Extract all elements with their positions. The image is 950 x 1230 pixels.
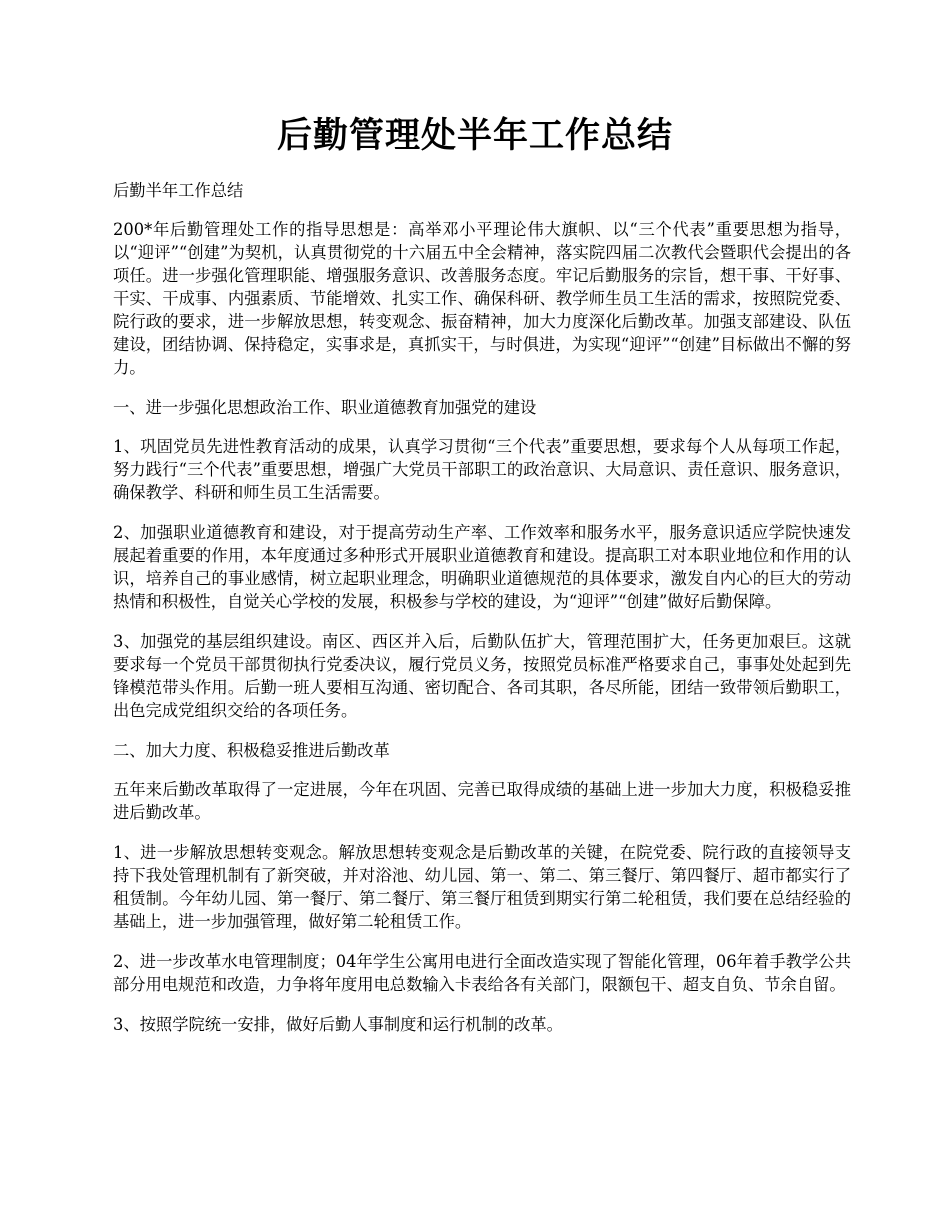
document-title: 后勤管理处半年工作总结 (276, 115, 673, 156)
section-1-item-1: 1、巩固党员先进性教育活动的成果，认真学习贯彻“三个代表”重要思想，要求每个人从每项工作起，努力践行“三个代表”重要思想，增强广大党员干部职工的政治意识、大局意识、责任意识、服务意识，确保教学、科研和师生员工生活需要。 (113, 437, 851, 502)
subtitle-paragraph: 后勤半年工作总结 (113, 181, 244, 200)
document-body (113, 179, 851, 1052)
section-2-item-2: 2、进一步改革水电管理制度；04年学生公寓用电进行全面改造实现了智能化管理，06年着手教学公共部分用电规范和改造，力争将年度用电总数输入卡表给各有关部门，限额包干、超支自负、节余自留。 (113, 952, 851, 994)
section-1-item-3: 3、加强党的基层组织建设。南区、西区并入后，后勤队伍扩大，管理范围扩大，任务更加艰巨。这就要求每一个党员干部贯彻执行党委决议，履行党员义务，按照党员标准严格要求自己，事事处处起到先锋模范带头作用。后勤一班人要相互沟通、密切配合、各司其职，各尽所能，团结一致带领后勤职工，出色完成党组织交给的各项任务。 (113, 632, 851, 720)
section-heading-1: 一、进一步强化思想政治工作、职业道德教育加强党的建设 (113, 398, 537, 417)
guiding-ideology-paragraph: 200*年后勤管理处工作的指导思想是：高举邓小平理论伟大旗帜、以“三个代表”重要思想为指导，以“迎评”“创建”为契机，认真贯彻党的十六届五中全会精神，落实院四届二次教代会暨职代会提出的各项任。进一步强化管理职能、增强服务意识、改善服务态度。牢记后勤服务的宗旨，想干事、干好事、干实、干成事、内强素质、节能增效、扎实工作、确保科研、教学师生员工生活的需求，按照院党委、院行政的要求，进一步解放思想，转变观念、振奋精神，加大力度深化后勤改革。加强支部建设、队伍建设，团结协调、保持稳定，实事求是，真抓实干，与时俱进，为实现“迎评”“创建”目标做出不懈的努力。 (113, 220, 851, 377)
section-1-item-2: 2、加强职业道德教育和建设，对于提高劳动生产率、工作效率和服务水平，服务意识适应学院快速发展起着重要的作用，本年度通过多种形式开展职业道德教育和建设。提高职工对本职业地位和作用的认识，培养自己的事业感情，树立起职业理念，明确职业道德规范的具体要求，激发自内心的巨大的劳动热情和积极性，自觉关心学校的发展，积极参与学校的建设，为“迎评”“创建”做好后勤保障。 (113, 523, 851, 611)
section-2-item-3: 3、按照学院统一安排，做好后勤人事制度和运行机制的改革。 (113, 1015, 563, 1034)
section-heading-2: 二、加大力度、积极稳妥推进后勤改革 (113, 741, 390, 760)
section-2-item-1: 1、进一步解放思想转变观念。解放思想转变观念是后勤改革的关键，在院党委、院行政的直接领导支持下我处管理机制有了新突破，并对浴池、幼儿园、第一、第二、第三餐厅、第四餐厅、超市都实行了租赁制。今年幼儿园、第一餐厅、第二餐厅、第三餐厅租赁到期实行第二轮租赁，我们要在总结经验的基础上，进一步加强管理，做好第二轮租赁工作。 (113, 843, 851, 931)
section-2-intro: 五年来后勤改革取得了一定进展，今年在巩固、完善已取得成绩的基础上进一步加大力度，积极稳妥推进后勤改革。 (113, 780, 851, 822)
